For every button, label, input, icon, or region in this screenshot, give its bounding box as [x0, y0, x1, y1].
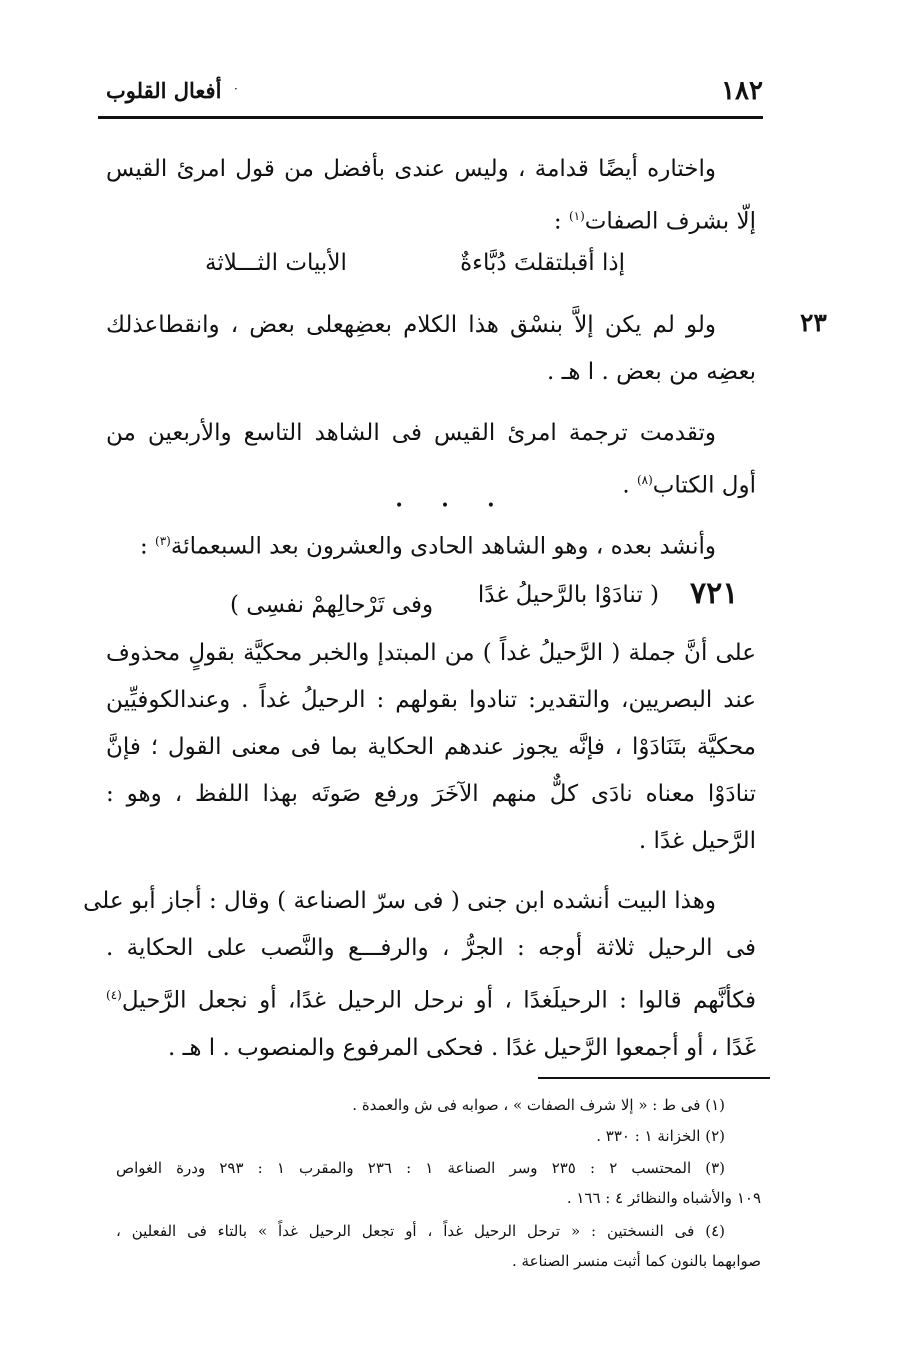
paragraph-5	[106, 630, 756, 865]
text-fragment: :	[139, 533, 156, 560]
text-line: فى الرحيل ثلاثة أوجه : الجرُّ ، والرفـــع والنَّصب على الحكاية .	[106, 935, 756, 961]
text-fragment: أول الكتاب	[652, 472, 756, 499]
text-line: غَدًا ، أو أجمعوا الرَّحيل غدًا . فحكى المرفوع والمنصوب . ا هـ .	[168, 1034, 756, 1061]
text-fragment: .	[622, 472, 637, 499]
paragraph-1	[106, 146, 756, 246]
header-dot: ·	[234, 82, 238, 96]
shahid-hemistich-left: وفى تَرْحالِهمْ نفسِى )	[230, 592, 434, 618]
text-line: محكيَّة بتَنَادَوْا ، فإنَّه يجوز عندهم الحكاية بما فى معنى القول ؛ فإنَّ	[106, 734, 756, 760]
star-mark: •	[395, 498, 404, 514]
text-fragment: :	[553, 208, 569, 235]
paragraph-2	[106, 302, 756, 396]
header-rule	[98, 116, 763, 119]
text-line	[106, 518, 756, 571]
footnote-ref: (٤)	[106, 988, 122, 1002]
verse-hemistich-left: الأبيات الثـــلاثة	[205, 250, 347, 276]
text-line: وتقدمت ترجمة امرئ القيس فى الشاهد التاسع والأربعين من	[106, 420, 716, 446]
star-mark: •	[440, 498, 450, 514]
text-line: الرَّحيل غدًا .	[638, 828, 756, 854]
text-line: عند البصريين، والتقدير: تنادوا بقولهم : الرحيلُ غداً . وعندالكوفيِّين	[106, 687, 756, 713]
text-fragment: فكأنَّهم قالوا : الرحيلَغدًا ، أو نرحل الرحيل غدًا، أو نجعل الرَّحيل	[121, 987, 756, 1014]
footnote-ref: (١)	[568, 209, 585, 223]
shahid-number: ٧٢١	[690, 576, 739, 611]
text-fragment: إلّا بشرف الصفات	[584, 208, 756, 235]
text-line: ولو لم يكن إلاَّ بنسْق هذا الكلام بعضِهعلى بعض ، وانقطاعذلك	[106, 312, 716, 338]
text-fragment: وأنشد بعده ، وهو الشاهد الحادى والعشرون بعد السبعمائة	[170, 533, 716, 560]
shahid-hemistich-right: ( تنادَوْا بالرَّحيلُ غدًا	[477, 582, 659, 608]
text-line: على أنَّ جملة ( الرَّحيلُ غداً ) من المبتدإ والخبر محكيَّة بقولٍ محذوف	[106, 640, 756, 666]
text-line: واختاره أيضًا قدامة ، وليس عندى بأفضل من قول امرئ القيس	[106, 156, 716, 182]
footnote-rule	[538, 1077, 770, 1079]
star-mark: •	[486, 498, 495, 514]
text-line: بعضِه من بعض . ا هـ .	[546, 359, 756, 385]
section-separator	[395, 498, 495, 514]
paragraph-4	[106, 518, 756, 571]
footnote-3-line-1: (٣) المحتسب ٢ : ٢٣٥ وسر الصناعة ١ : ٢٣٦ والمقرب ١ : ٢٩٣ ودرة الغواص	[116, 1159, 726, 1177]
footnote-3-line-2: ١٠٩ والأشباه والنظائر ٤ : ١٦٦ .	[566, 1189, 761, 1207]
text-line: تنادَوْا معناه نادَى كلٌّ منهم الآخَرَ ورفع صَوتَه بهذا اللفظ ، وهو :	[106, 781, 756, 807]
verse-hemistich-right: إذا أقبلتقلتَ دُبَّاءةٌ	[460, 250, 625, 276]
text-line	[106, 193, 756, 246]
paragraph-6	[83, 878, 756, 1072]
footnote-4-line-2: صوابهما بالنون كما أثبت منسر الصناعة .	[511, 1252, 761, 1270]
paragraph-3	[106, 410, 756, 510]
page-header	[98, 76, 763, 106]
footnote-ref: (٨)	[636, 473, 653, 487]
running-title: أفعال القلوب	[106, 78, 222, 103]
text-line	[106, 972, 756, 1025]
footnote-4-line-1: (٤) فى النسختين : « ترحل الرحيل غداً ، أو تجعل الرحيل غداً » بالتاء فى الفعلين ،	[116, 1222, 725, 1240]
footnote-1: (١) فى ط : « إلا شرف الصفات » ، صوابه فى ش والعمدة .	[352, 1096, 725, 1114]
page-number: ١٨٢	[721, 76, 763, 106]
margin-number: ٢٣	[800, 308, 827, 337]
footnote-2: (٢) الخزانة ١ : ٣٣٠ .	[596, 1127, 725, 1145]
text-line: وهذا البيت أنشده ابن جنى ( فى سرّ الصناعة ) وقال : أجاز أبو على	[83, 888, 716, 914]
footnote-ref: (٣)	[155, 534, 171, 548]
